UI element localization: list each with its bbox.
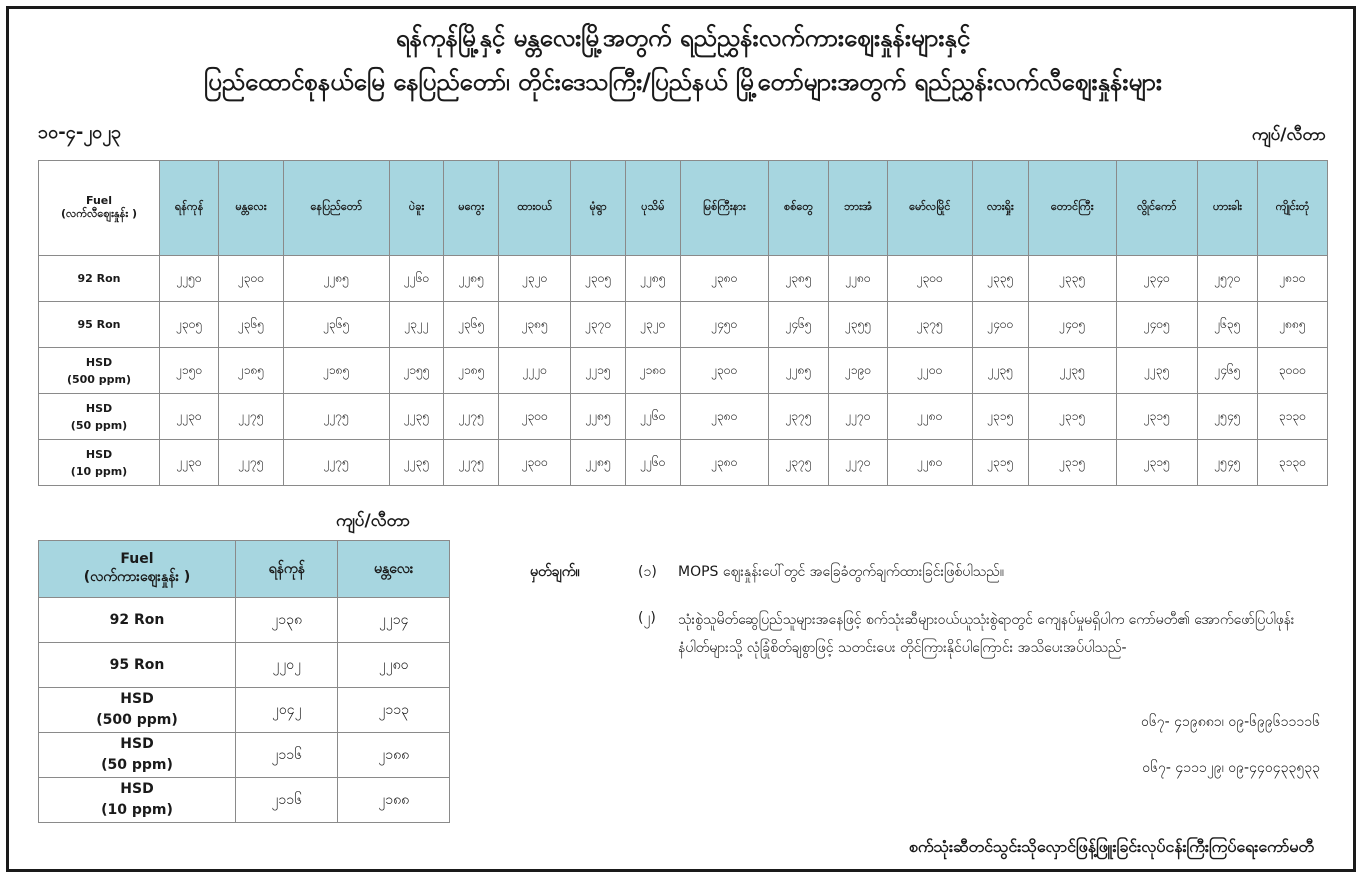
retail-price-cell: ၂၂၃၅ [1028,348,1116,394]
wholesale-fuel-cell [39,643,236,688]
retail-price-cell: ၂၂၁၅ [571,348,626,394]
wholesale-fuel-cell [39,598,236,643]
retail-price-cell: ၂၃၀၀ [680,348,768,394]
retail-price-cell: ၂၁၈၅ [444,348,499,394]
retail-column-header: ရန်ကုန် [160,161,219,256]
retail-price-cell: ၂၃၁၅ [972,394,1028,440]
wholesale-fuel-header-line2: (လက်ကားဈေးနှုန်း ) [83,568,191,585]
retail-price-cell: ၂၃၆၅ [283,302,389,348]
retail-column-header: ပဲခူး [389,161,444,256]
retail-fuel-header [39,161,160,256]
retail-column-header: တောင်ကြီး [1028,161,1116,256]
wholesale-price-cell: ၂၁၁၃ [338,688,450,733]
retail-column-header: ဟားခါး [1197,161,1257,256]
retail-price-cell: ၂၃၁၅ [972,440,1028,486]
retail-price-table [38,160,1328,486]
retail-price-cell: ၂၃၁၅ [1028,394,1116,440]
phone-numbers-1: ၀၆၇- ၄၁၉၈၈၁၊ ၀၉-၆၉၉၆၁၁၁၁၆ [1141,714,1320,730]
retail-fuel-label: (10 ppm) [70,464,128,478]
retail-column-header: စစ်တွေ [768,161,829,256]
wholesale-fuel-label: HSD [120,736,154,752]
retail-column-header: မကွေး [444,161,499,256]
wholesale-price-table [38,540,450,823]
wholesale-table-row [39,733,450,778]
retail-price-cell: ၂၄၅၀ [680,302,768,348]
retail-price-cell: ၂၁၈၅ [219,348,284,394]
retail-fuel-label: 95 Ron [77,318,121,331]
wholesale-fuel-header [39,541,236,598]
retail-price-cell: ၂၁၈၀ [625,348,680,394]
retail-price-cell: ၂၃၀၀ [887,256,972,302]
retail-price-cell: ၂၁၅၀ [160,348,219,394]
wholesale-price-cell: ၂၁၃၈ [236,598,338,643]
retail-column-header: မြစ်ကြီးနား [680,161,768,256]
retail-column-header: ကျိုင်းတုံ [1258,161,1328,256]
note-2-number: (၂) [638,610,656,626]
retail-price-cell: ၂၂၃၀ [160,440,219,486]
retail-price-cell: ၂၁၅၅ [389,348,444,394]
retail-price-cell: ၂၃၂၀ [625,302,680,348]
retail-price-cell: ၂၂၃၅ [389,440,444,486]
wholesale-price-cell: ၂၁၁၆ [236,733,338,778]
retail-price-cell: ၂၈၈၅ [1258,302,1328,348]
retail-price-cell: ၂၄၆၅ [768,302,829,348]
wholesale-price-cell: ၂၂၁၄ [338,598,450,643]
retail-price-cell: ၂၂၇၅ [283,394,389,440]
retail-price-cell: ၃၀၀၀ [1258,348,1328,394]
wholesale-fuel-header-line1: Fuel [120,550,154,567]
wholesale-price-cell: ၂၁၈၈ [338,778,450,823]
retail-fuel-header-line2: (လက်လီဈေးနှုန်း ) [61,206,137,220]
retail-price-cell: ၂၃၃၅ [1028,256,1116,302]
note-1-text: MOPS ဈေးနှုန်းပေါ်တွင် အခြေခံတွက်ချက်ထားခြင်းဖြစ်ပါသည်။ [678,564,1004,580]
retail-price-cell: ၂၂၈၀ [829,256,887,302]
wholesale-price-cell: ၂၁၁၆ [236,778,338,823]
retail-price-cell: ၂၃၀၀ [219,256,284,302]
retail-column-header: လွိုင်ကော် [1116,161,1197,256]
retail-price-cell: ၂၃၈၀ [680,440,768,486]
wholesale-table-row [39,598,450,643]
retail-price-cell: ၂၃၀၅ [571,256,626,302]
retail-price-cell: ၂၅၇၀ [1197,256,1257,302]
retail-price-cell: ၂၃၀၅ [160,302,219,348]
retail-table-row [39,302,1328,348]
wholesale-price-cell: ၂၂၀၂ [236,643,338,688]
wholesale-unit-label: ကျပ်/လီတာ [336,511,411,531]
retail-fuel-cell [39,394,160,440]
wholesale-fuel-cell [39,688,236,733]
note-1-number: (၁) [638,564,657,580]
retail-column-header: နေပြည်တော် [283,161,389,256]
retail-price-cell: ၂၃၈၅ [768,256,829,302]
retail-price-cell: ၂၃၆၅ [444,302,499,348]
retail-price-cell: ၂၈၁၀ [1258,256,1328,302]
retail-price-cell: ၂၆၃၅ [1197,302,1257,348]
retail-fuel-cell [39,302,160,348]
wholesale-price-cell: ၂၀၄၂ [236,688,338,733]
wholesale-fuel-cell [39,778,236,823]
retail-price-cell: ၂၃၁၅ [1116,394,1197,440]
retail-price-cell: ၂၃၇၀ [571,302,626,348]
retail-column-header: ဘားအံ [829,161,887,256]
retail-table-row [39,440,1328,486]
retail-price-cell: ၂၂၅၀ [160,256,219,302]
retail-header-row [39,161,1328,256]
retail-price-cell: ၂၂၈၀ [887,394,972,440]
retail-price-cell: ၂၅၄၅ [1197,440,1257,486]
retail-price-cell: ၂၃၈၀ [680,256,768,302]
retail-price-cell: ၂၄၀၅ [1116,302,1197,348]
retail-price-cell: ၂၂၈၅ [444,256,499,302]
retail-price-cell: ၂၂၇၀ [829,440,887,486]
retail-price-cell: ၃၁၃၀ [1258,394,1328,440]
retail-fuel-label: (50 ppm) [70,418,128,432]
retail-price-cell: ၂၃၂၂ [389,302,444,348]
retail-price-cell: ၂၄၀၅ [1028,302,1116,348]
retail-price-cell: ၂၁၈၅ [283,348,389,394]
retail-price-cell: ၂၃၇၅ [768,440,829,486]
retail-price-cell: ၂၂၇၅ [219,394,284,440]
retail-price-cell: ၂၂၃၅ [389,394,444,440]
phone-numbers-2: ၀၆၇- ၄၁၁၁၂၉၊ ၀၉-၄၄၀၄၃၃၅၃၃ [1142,760,1320,776]
retail-price-cell: ၂၁၉၀ [829,348,887,394]
wholesale-price-cell: ၂၂၈၀ [338,643,450,688]
retail-price-cell: ၂၂၆၀ [389,256,444,302]
retail-fuel-header-line1: Fuel [85,193,113,207]
committee-name: စက်သုံးဆီတင်သွင်းသိုလှောင်ဖြန့်ဖြူးခြင်းလုပ်ငန်းကြီးကြပ်ရေးကော်မတီ [908,837,1314,856]
retail-fuel-label: 92 Ron [77,272,121,285]
retail-price-cell: ၂၃၀၀ [499,394,571,440]
retail-price-cell: ၂၂၈၀ [887,440,972,486]
retail-price-cell: ၂၂၈၅ [768,348,829,394]
retail-price-cell: ၂၃၇၅ [768,394,829,440]
retail-price-cell: ၂၂၇၅ [444,440,499,486]
retail-price-cell: ၂၂၃၅ [1116,348,1197,394]
retail-price-cell: ၂၄၆၅ [1197,348,1257,394]
retail-price-cell: ၂၃၂၀ [499,256,571,302]
retail-price-cell: ၂၂၇၀ [829,394,887,440]
wholesale-table-row [39,688,450,733]
retail-fuel-label: (500 ppm) [66,372,132,386]
retail-fuel-label: HSD [85,401,113,415]
retail-fuel-cell [39,256,160,302]
retail-price-cell: ၂၂၃၅ [972,348,1028,394]
retail-column-header: ပုသိမ် [625,161,680,256]
retail-price-cell: ၂၂၇၅ [283,440,389,486]
wholesale-fuel-cell [39,733,236,778]
retail-price-cell: ၂၃၈၀ [680,394,768,440]
retail-price-cell: ၂၄၀၀ [972,302,1028,348]
page-title-line2: ပြည်ထောင်စုနယ်မြေ နေပြည်တော်၊ တိုင်းဒေသကြီး/ပြည်နယ် မြို့တော်များအတွက် ရည်ညွှန်းလက်လီဈေးနှုန်းများ [204,68,1162,96]
retail-price-cell: ၂၃၃၅ [972,256,1028,302]
wholesale-header-row [39,541,450,598]
wholesale-fuel-label: (10 ppm) [101,802,173,818]
retail-column-header: ထားဝယ် [499,161,571,256]
retail-column-header: လားရှိုး [972,161,1028,256]
wholesale-fuel-label: HSD [120,781,154,797]
wholesale-fuel-label: 95 Ron [109,656,165,673]
retail-price-cell: ၂၂၈၅ [625,256,680,302]
wholesale-table-row [39,778,450,823]
retail-fuel-label: HSD [85,447,113,461]
wholesale-column-header: မန္တလေး [338,541,450,598]
retail-price-cell: ၂၂၂၀ [499,348,571,394]
note-2-text: သုံးစွဲသူမိတ်ဆွေပြည်သူများအနေဖြင့် စက်သုံးဆီများဝယ်ယူသုံးစွဲရာတွင် ကျေနပ်မှုမရှိပါက ကော်မတီ၏ အောက်ဖော်ပြပါဖုန်းနံပါတ်များသို့ လုံခြုံစိတ်ချစွာဖြင့် သတင်းပေး တိုင်ကြားနိုင်ပါကြောင်း အသိပေးအပ်ပါသည်- [678,612,1295,656]
retail-price-cell: ၂၃၁၅ [1116,440,1197,486]
wholesale-fuel-label: 92 Ron [109,611,165,628]
page-title-line1: ရန်ကုန်မြို့နှင့် မန္တလေးမြို့အတွက် ရည်ညွှန်းလက်ကားဈေးနှုန်းများနှင့် [395,24,971,52]
retail-column-header: မန္တလေး [219,161,284,256]
retail-unit-label: ကျပ်/လီတာ [1251,125,1326,145]
retail-price-cell: ၂၃၄၀ [1116,256,1197,302]
retail-price-cell: ၂၃၆၅ [219,302,284,348]
retail-price-cell: ၃၁၃၀ [1258,440,1328,486]
wholesale-fuel-label: HSD [120,691,154,707]
retail-price-cell: ၂၂၆၀ [625,394,680,440]
retail-table-row [39,348,1328,394]
retail-price-cell: ၂၂၆၀ [625,440,680,486]
retail-price-cell: ၂၂၃၀ [160,394,219,440]
notes-label: မှတ်ချက်။ [530,564,580,580]
retail-price-cell: ၂၃၁၅ [1028,440,1116,486]
wholesale-column-header: ရန်ကုန် [236,541,338,598]
retail-column-header: မုံရွာ [571,161,626,256]
retail-price-cell: ၂၃၀၀ [499,440,571,486]
retail-price-cell: ၂၃၅၅ [829,302,887,348]
retail-table-row [39,394,1328,440]
retail-fuel-label: HSD [85,355,113,369]
retail-price-cell: ၂၂၈၅ [571,440,626,486]
date-label: ၁၀-၄-၂၀၂၃ [38,122,122,143]
retail-price-cell: ၂၅၄၅ [1197,394,1257,440]
retail-column-header: မော်လမြိုင် [887,161,972,256]
retail-price-cell: ၂၃၈၅ [499,302,571,348]
retail-price-cell: ၂၂၈၅ [571,394,626,440]
retail-price-cell: ၂၂၇၅ [219,440,284,486]
retail-fuel-cell [39,440,160,486]
wholesale-fuel-label: (500 ppm) [96,712,178,728]
retail-table-row [39,256,1328,302]
wholesale-fuel-label: (50 ppm) [101,757,173,773]
retail-price-cell: ၂၂၈၅ [283,256,389,302]
retail-price-cell: ၂၃၇၅ [887,302,972,348]
wholesale-table-row [39,643,450,688]
wholesale-price-cell: ၂၁၈၈ [338,733,450,778]
retail-price-cell: ၂၂၀၀ [887,348,972,394]
retail-price-cell: ၂၂၇၅ [444,394,499,440]
retail-fuel-cell [39,348,160,394]
